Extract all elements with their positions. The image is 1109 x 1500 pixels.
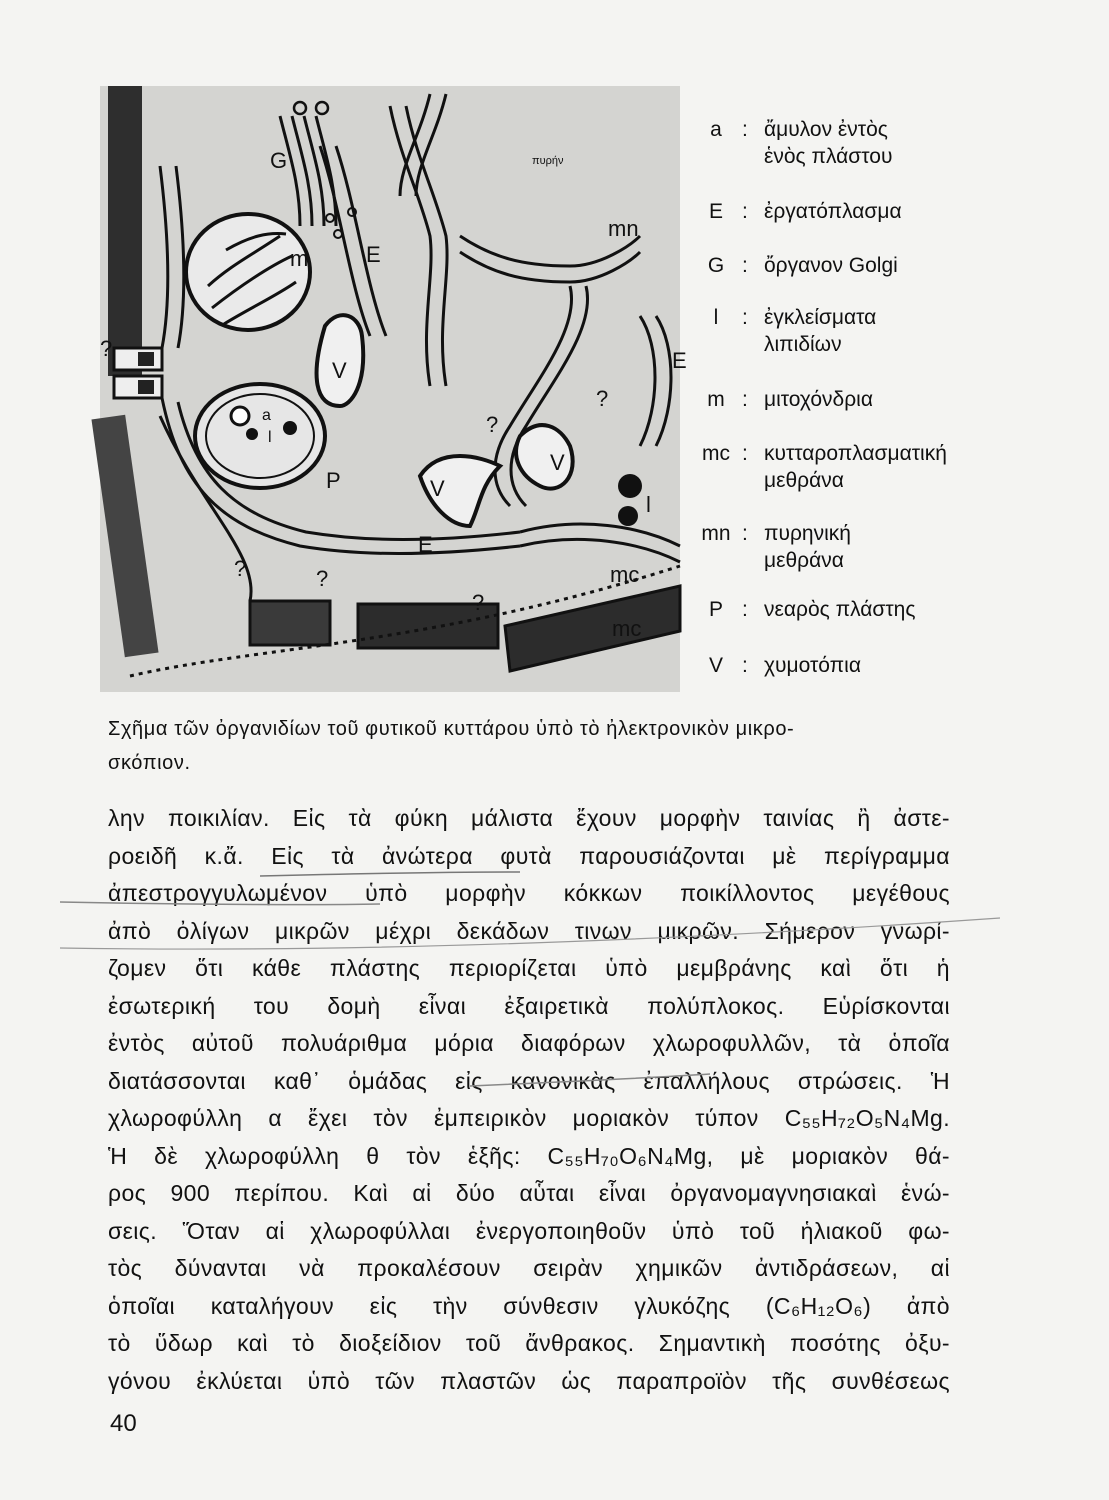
legend-colon: : bbox=[742, 654, 748, 677]
label-q-1: ? bbox=[100, 336, 113, 361]
legend-key: l bbox=[713, 306, 719, 329]
legend-key: m bbox=[707, 388, 725, 411]
body-line: διατάσσονται καθ᾽ ὁμάδας εἰς κανονικὰς ἐπαλλήλους στρώσεις. Ἡ bbox=[108, 1067, 950, 1094]
legend-key: E bbox=[708, 200, 723, 223]
legend-key: a bbox=[710, 118, 722, 141]
label-q-3: ? bbox=[486, 412, 499, 437]
label-mito: m bbox=[290, 246, 309, 271]
label-vacuole-1: V bbox=[332, 358, 347, 383]
body-line: τὸ ὕδωρ καὶ τὸ διοξείδιον τοῦ ἄνθρακος. Σημαντικὴ ποσότης ὀξυ- bbox=[108, 1330, 950, 1356]
label-plastid: P bbox=[326, 468, 341, 493]
legend-key: P bbox=[708, 598, 723, 621]
body-line: Ἡ δὲ χλωροφύλλη θ τὸν ἑξῆς: C₅₅H₇₀O₆N₄Mg, μὲ μοριακὸν θά- bbox=[108, 1142, 950, 1169]
legend-key: V bbox=[708, 654, 723, 677]
label-plastid-a: a bbox=[262, 407, 271, 424]
body-line: λην ποικιλίαν. Εἰς τὰ φύκη μάλιστα ἔχουν μορφὴν ταινίας ἢ ἀστε- bbox=[108, 805, 950, 831]
legend-colon: : bbox=[742, 388, 748, 411]
label-golgi: G bbox=[270, 148, 288, 173]
caption-line: σκόπιον. bbox=[108, 752, 191, 774]
legend-key: mc bbox=[702, 442, 730, 465]
legend-def-line: κυτταροπλασματική bbox=[764, 442, 947, 465]
legend-def-line: λιπιδίων bbox=[764, 333, 842, 356]
body-line: ἐσωτερική του δομὴ εἶναι ἐξαιρετικὰ πολύπλοκος. Εὑρίσκονται bbox=[108, 992, 950, 1019]
legend-colon: : bbox=[742, 118, 748, 141]
label-mn-1: mn bbox=[608, 216, 639, 241]
legend-def-line: ἑνὸς πλάστου bbox=[764, 145, 893, 168]
legend-def-line: μεθράνα bbox=[764, 549, 844, 572]
body-line: τὸς δύνανται νὰ προκαλέσουν σειρὰν χημικῶν ἀντιδράσεων, αἱ bbox=[108, 1255, 950, 1281]
label-vacuole-2: V bbox=[430, 476, 445, 501]
label-er: E bbox=[366, 242, 381, 267]
label-plastid-l: l bbox=[268, 429, 272, 446]
legend-colon: : bbox=[742, 306, 748, 329]
legend-def-line: χυμοτόπια bbox=[764, 654, 861, 677]
label-mc-2: mc bbox=[612, 616, 642, 641]
body-line: ὁποῖαι καταλήγουν εἰς τὴν σύνθεσιν γλυκόζης (C₆H₁₂O₆) ἀπὸ bbox=[108, 1292, 950, 1319]
body-line: ροειδῆ κ.ἄ. Εἰς τὰ ἀνώτερα φυτὰ παρουσιάζονται μὲ περίγραμμα bbox=[108, 842, 950, 869]
body-line: ἐντὸς αὐτοῦ πολυάριθμα μόρια διαφόρων χλωροφυλλῶν, τὰ ὁποῖα bbox=[108, 1030, 950, 1056]
caption-line: Σχῆμα τῶν ὀργανιδίων τοῦ φυτικοῦ κυττάρου ὑπὸ τὸ ἠλεκτρονικὸν μικρο- bbox=[108, 718, 795, 740]
body-line: χλωροφύλλη α ἔχει τὸν ἐμπειρικὸν μοριακὸν τύπον C₅₅H₇₂O₅N₄Mg. bbox=[108, 1105, 950, 1131]
body-line: ἀπεστρογγυλωμένον ὑπὸ μορφὴν κόκκων ποικίλλοντος μεγέθους bbox=[108, 880, 950, 906]
legend-colon: : bbox=[742, 522, 748, 545]
legend-key: G bbox=[707, 254, 725, 277]
body-line: ζομεν ὅτι κάθε πλάστης περιορίζεται ὑπὸ μεμβράνης καὶ ὅτι ἡ bbox=[108, 955, 950, 981]
legend-def-line: ἐγκλείσματα bbox=[764, 306, 877, 329]
legend-def-line: μεθράνα bbox=[764, 469, 844, 492]
legend-colon: : bbox=[742, 598, 748, 621]
label-q-2: ? bbox=[596, 386, 609, 411]
legend-def-line: ἐργατόπλασμα bbox=[764, 200, 902, 223]
label-er-2: E bbox=[672, 348, 687, 373]
legend-colon: : bbox=[742, 442, 748, 465]
label-q-5: ? bbox=[316, 566, 329, 591]
legend-colon: : bbox=[742, 254, 748, 277]
legend-colon: : bbox=[742, 200, 748, 223]
legend-def-line: ἄμυλον ἐντὸς bbox=[764, 118, 888, 141]
body-line: ρος 900 περίπου. Καὶ αἱ δύο αὗται εἶναι ὀργανομαγνησιακαὶ ἑνώ- bbox=[108, 1180, 950, 1206]
label-q-4: ? bbox=[234, 556, 247, 581]
label-nucleus: πυρήν bbox=[532, 155, 564, 167]
body-line: γόνου ἐκλύεται ὑπὸ τῶν πλαστῶν ὡς παραπροϊὸν τῆς συνθέσεως bbox=[108, 1367, 950, 1394]
label-lipid: l bbox=[646, 492, 651, 517]
legend-key: mn bbox=[701, 522, 731, 545]
label-vacuole-3: V bbox=[550, 450, 565, 475]
label-er-3: E bbox=[418, 532, 433, 557]
legend-def-line: μιτοχόνδρια bbox=[764, 388, 873, 411]
page-number: 40 bbox=[110, 1410, 137, 1437]
label-mc-1: mc bbox=[610, 562, 640, 587]
legend-def-line: νεαρὸς πλάστης bbox=[764, 598, 916, 621]
label-q-6: ? bbox=[472, 590, 485, 615]
body-line: ἀπὸ ὀλίγων μικρῶν μέχρι δεκάδων τινων μικρῶν. Σήμερον γνωρί- bbox=[108, 917, 950, 944]
legend-def-line: ὄργανον Golgi bbox=[764, 254, 898, 277]
body-line: σεις. Ὅταν αἱ χλωροφύλλαι ἐνεργοποιηθοῦν ὑπὸ τοῦ ἡλιακοῦ φω- bbox=[108, 1217, 950, 1244]
legend-def-line: πυρηνική bbox=[764, 522, 851, 545]
